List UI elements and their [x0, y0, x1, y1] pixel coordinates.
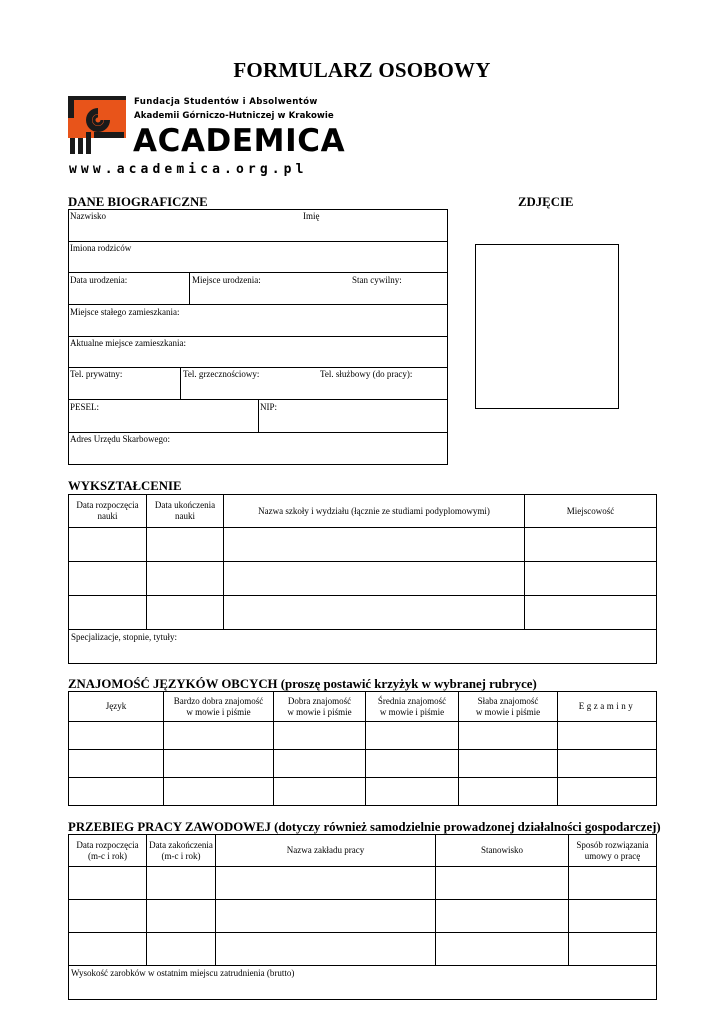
first-name-field[interactable]: Imię — [303, 211, 320, 221]
languages-col-lang: Język — [69, 692, 164, 722]
current-address-field[interactable]: Aktualne miejsce zamieszkania: — [70, 338, 186, 348]
education-col-school: Nazwa szkoły i wydziału (łącznie ze studiami podyplomowymi) — [224, 495, 525, 528]
table-row[interactable] — [69, 722, 657, 750]
work-heading: PRZEBIEG PRACY ZAWODOWEJ (dotyczy również samodzielnie prowadzonej działalności gospodarczej) — [68, 820, 661, 834]
table-row[interactable] — [69, 933, 657, 966]
pesel-field[interactable]: PESEL: — [70, 402, 100, 412]
parents-names-field[interactable]: Imiona rodziców — [70, 243, 132, 253]
table-row[interactable] — [69, 596, 657, 630]
academica-logo-icon — [68, 96, 126, 156]
permanent-address-field[interactable]: Miejsce stałego zamieszkania: — [70, 307, 180, 317]
languages-heading: ZNAJOMOŚĆ JĘZYKÓW OBCYCH (proszę postawić krzyżyk w wybranej rubryce) — [68, 677, 537, 691]
logo-url: www.academica.org.pl — [69, 162, 308, 177]
page-title: FORMULARZ OSOBOWY — [233, 58, 491, 82]
logo-name: ACADEMICA — [133, 123, 346, 159]
logo-foundation-line: Fundacja Studentów i Absolwentów — [134, 97, 318, 107]
table-row[interactable] — [69, 750, 657, 778]
birth-place-field[interactable]: Miejsce urodzenia: — [192, 275, 261, 285]
table-row[interactable] — [69, 867, 657, 900]
languages-col-exams: Egzaminy — [558, 692, 657, 722]
photo-heading: ZDJĘCIE — [518, 195, 574, 209]
nip-field[interactable]: NIP: — [260, 402, 278, 412]
work-col-start: Data rozpoczęcia (m-c i rok) — [69, 835, 147, 867]
work-header-row — [69, 835, 657, 867]
photo-box[interactable] — [475, 244, 619, 409]
bio-heading: DANE BIOGRAFICZNE — [68, 195, 208, 209]
education-table — [68, 494, 657, 664]
table-row[interactable] — [69, 562, 657, 596]
work-table — [68, 834, 657, 1000]
languages-col-very-good: Bardzo dobra znajomość w mowie i piśmie — [164, 692, 274, 722]
tax-office-field[interactable]: Adres Urzędu Skarbowego: — [70, 434, 170, 444]
languages-table — [68, 691, 657, 806]
marital-status-field[interactable]: Stan cywilny: — [352, 275, 402, 285]
table-row[interactable] — [69, 900, 657, 933]
salary-label: Wysokość zarobków w ostatnim miejscu zatrudnienia (brutto) — [71, 968, 295, 978]
education-col-place: Miejscowość — [525, 495, 657, 528]
work-col-end: Data zakończenia (m-c i rok) — [147, 835, 216, 867]
education-header-row — [69, 495, 657, 528]
work-col-position: Stanowisko — [436, 835, 569, 867]
birth-date-field[interactable]: Data urodzenia: — [70, 275, 128, 285]
languages-header-row — [69, 692, 657, 722]
specializations-row[interactable] — [69, 630, 657, 664]
education-col-end: Data ukończenia nauki — [147, 495, 224, 528]
languages-col-weak: Słaba znajomość w mowie i piśmie — [459, 692, 558, 722]
tel-private-field[interactable]: Tel. prywatny: — [70, 369, 123, 379]
table-row[interactable] — [69, 528, 657, 562]
languages-col-medium: Średnia znajomość w mowie i piśmie — [366, 692, 459, 722]
logo-university-line: Akademii Górniczo-Hutniczej w Krakowie — [134, 111, 334, 121]
languages-col-good: Dobra znajomość w mowie i piśmie — [274, 692, 366, 722]
education-col-start: Data rozpoczęcia nauki — [69, 495, 147, 528]
tel-courtesy-field[interactable]: Tel. grzecznościowy: — [183, 369, 260, 379]
salary-row[interactable] — [69, 966, 657, 1000]
tel-work-field[interactable]: Tel. służbowy (do pracy): — [320, 369, 413, 379]
surname-field[interactable]: Nazwisko — [70, 211, 106, 221]
table-row[interactable] — [69, 778, 657, 806]
work-col-termination: Sposób rozwiązania umowy o pracę — [569, 835, 657, 867]
work-col-company: Nazwa zakładu pracy — [216, 835, 436, 867]
specializations-label: Specjalizacje, stopnie, tytuły: — [71, 632, 177, 642]
education-heading: WYKSZTAŁCENIE — [68, 479, 182, 493]
